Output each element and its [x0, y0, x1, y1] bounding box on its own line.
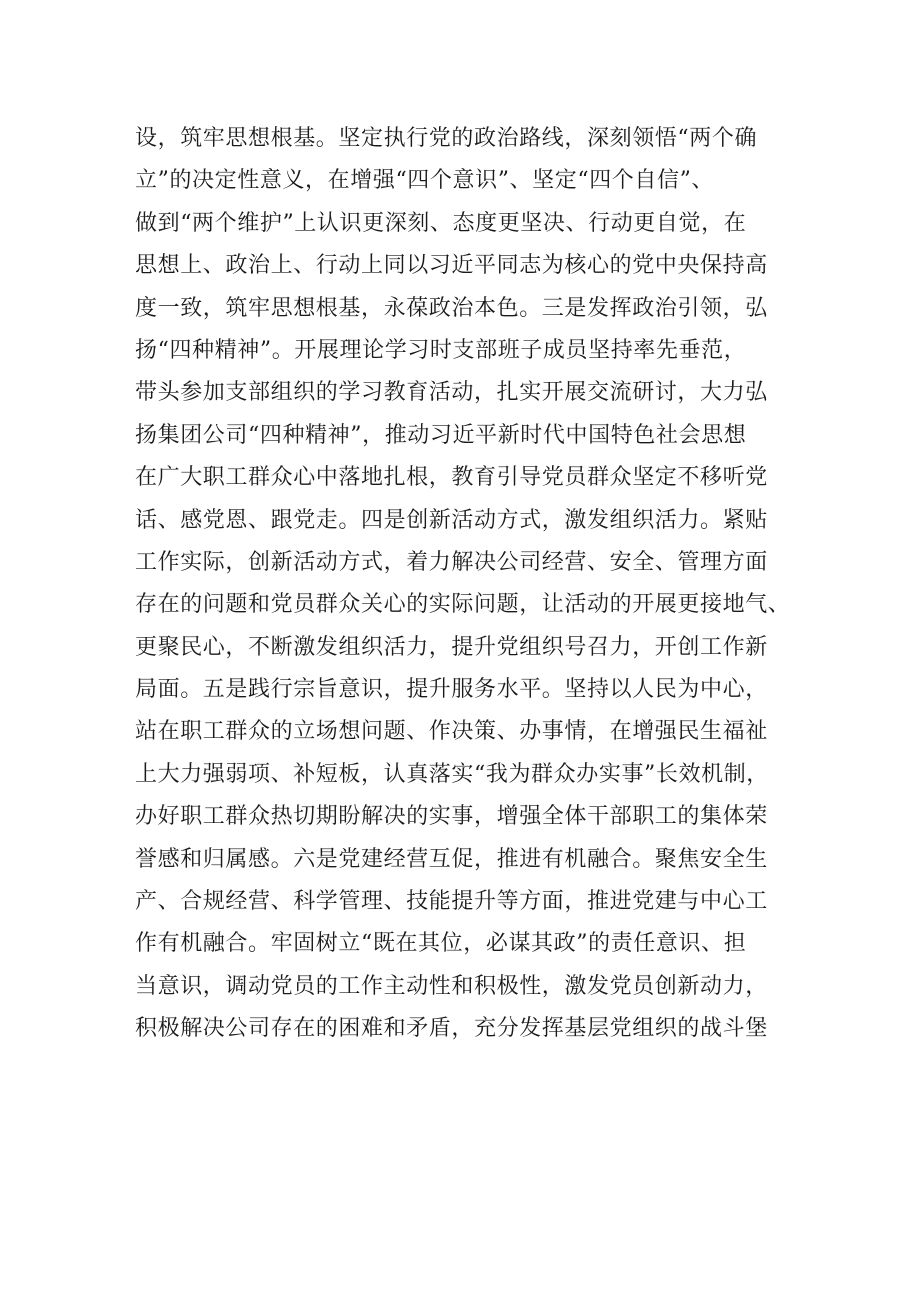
text-line: 当意识，调动党员的工作主动性和积极性，激发党员创新动力，: [135, 973, 768, 999]
text-line: 扬集团公司“四种精神”，推动习近平新时代中国特色社会思想: [135, 422, 747, 448]
text-line: 站在职工群众的立场想问题、作决策、办事情，在增强民生福祉: [135, 719, 768, 745]
text-line: 带头参加支部组织的学习教育活动，扎实开展交流研讨，大力弘: [135, 380, 768, 406]
body-text: [135, 118, 805, 1051]
text-line: 誉感和归属感。六是党建经营互促，推进有机融合。聚焦安全生: [135, 846, 768, 872]
text-line: 话、感党恩、跟党走。四是创新活动方式，激发组织活力。紧贴: [135, 507, 768, 533]
text-line: 积极解决公司存在的困难和矛盾，充分发挥基层党组织的战斗堡: [135, 1016, 768, 1042]
text-line: 做到“两个维护”上认识更深刻、态度更坚决、行动更自觉，在: [135, 210, 747, 236]
text-line: 存在的问题和党员群众关心的实际问题，让活动的开展更接地气、: [135, 592, 791, 618]
text-line: 工作实际，创新活动方式，着力解决公司经营、安全、管理方面: [135, 549, 768, 575]
text-line: 作有机融合。牢固树立“既在其位，必谋其政”的责任意识、担: [135, 931, 747, 957]
text-line: 办好职工群众热切期盼解决的实事，增强全体干部职工的集体荣: [135, 804, 768, 830]
text-line: 立”的决定性意义，在增强“四个意识”、坚定“四个自信”、: [135, 168, 715, 194]
text-line: 设，筑牢思想根基。坚定执行党的政治路线，深刻领悟“两个确: [135, 126, 758, 151]
text-line: 产、合规经营、科学管理、技能提升等方面，推进党建与中心工: [135, 889, 768, 915]
text-line: 思想上、政治上、行动上同以习近平同志为核心的党中央保持高: [135, 253, 768, 279]
text-line: 上大力强弱项、补短板，认真落实“我为群众办实事”长效机制，: [135, 761, 769, 787]
text-line: 度一致，筑牢思想根基，永葆政治本色。三是发挥政治引领，弘: [135, 295, 768, 321]
text-line: 扬“四种精神”。开展理论学习时支部班子成员坚持率先垂范，: [135, 337, 747, 363]
text-line: 在广大职工群众心中落地扎根，教育引导党员群众坚定不移听党: [135, 465, 768, 491]
text-line: 局面。五是践行宗旨意识，提升服务水平。坚持以人民为中心，: [135, 677, 768, 703]
text-line: 更聚民心，不断激发组织活力，提升党组织号召力，开创工作新: [135, 634, 768, 660]
